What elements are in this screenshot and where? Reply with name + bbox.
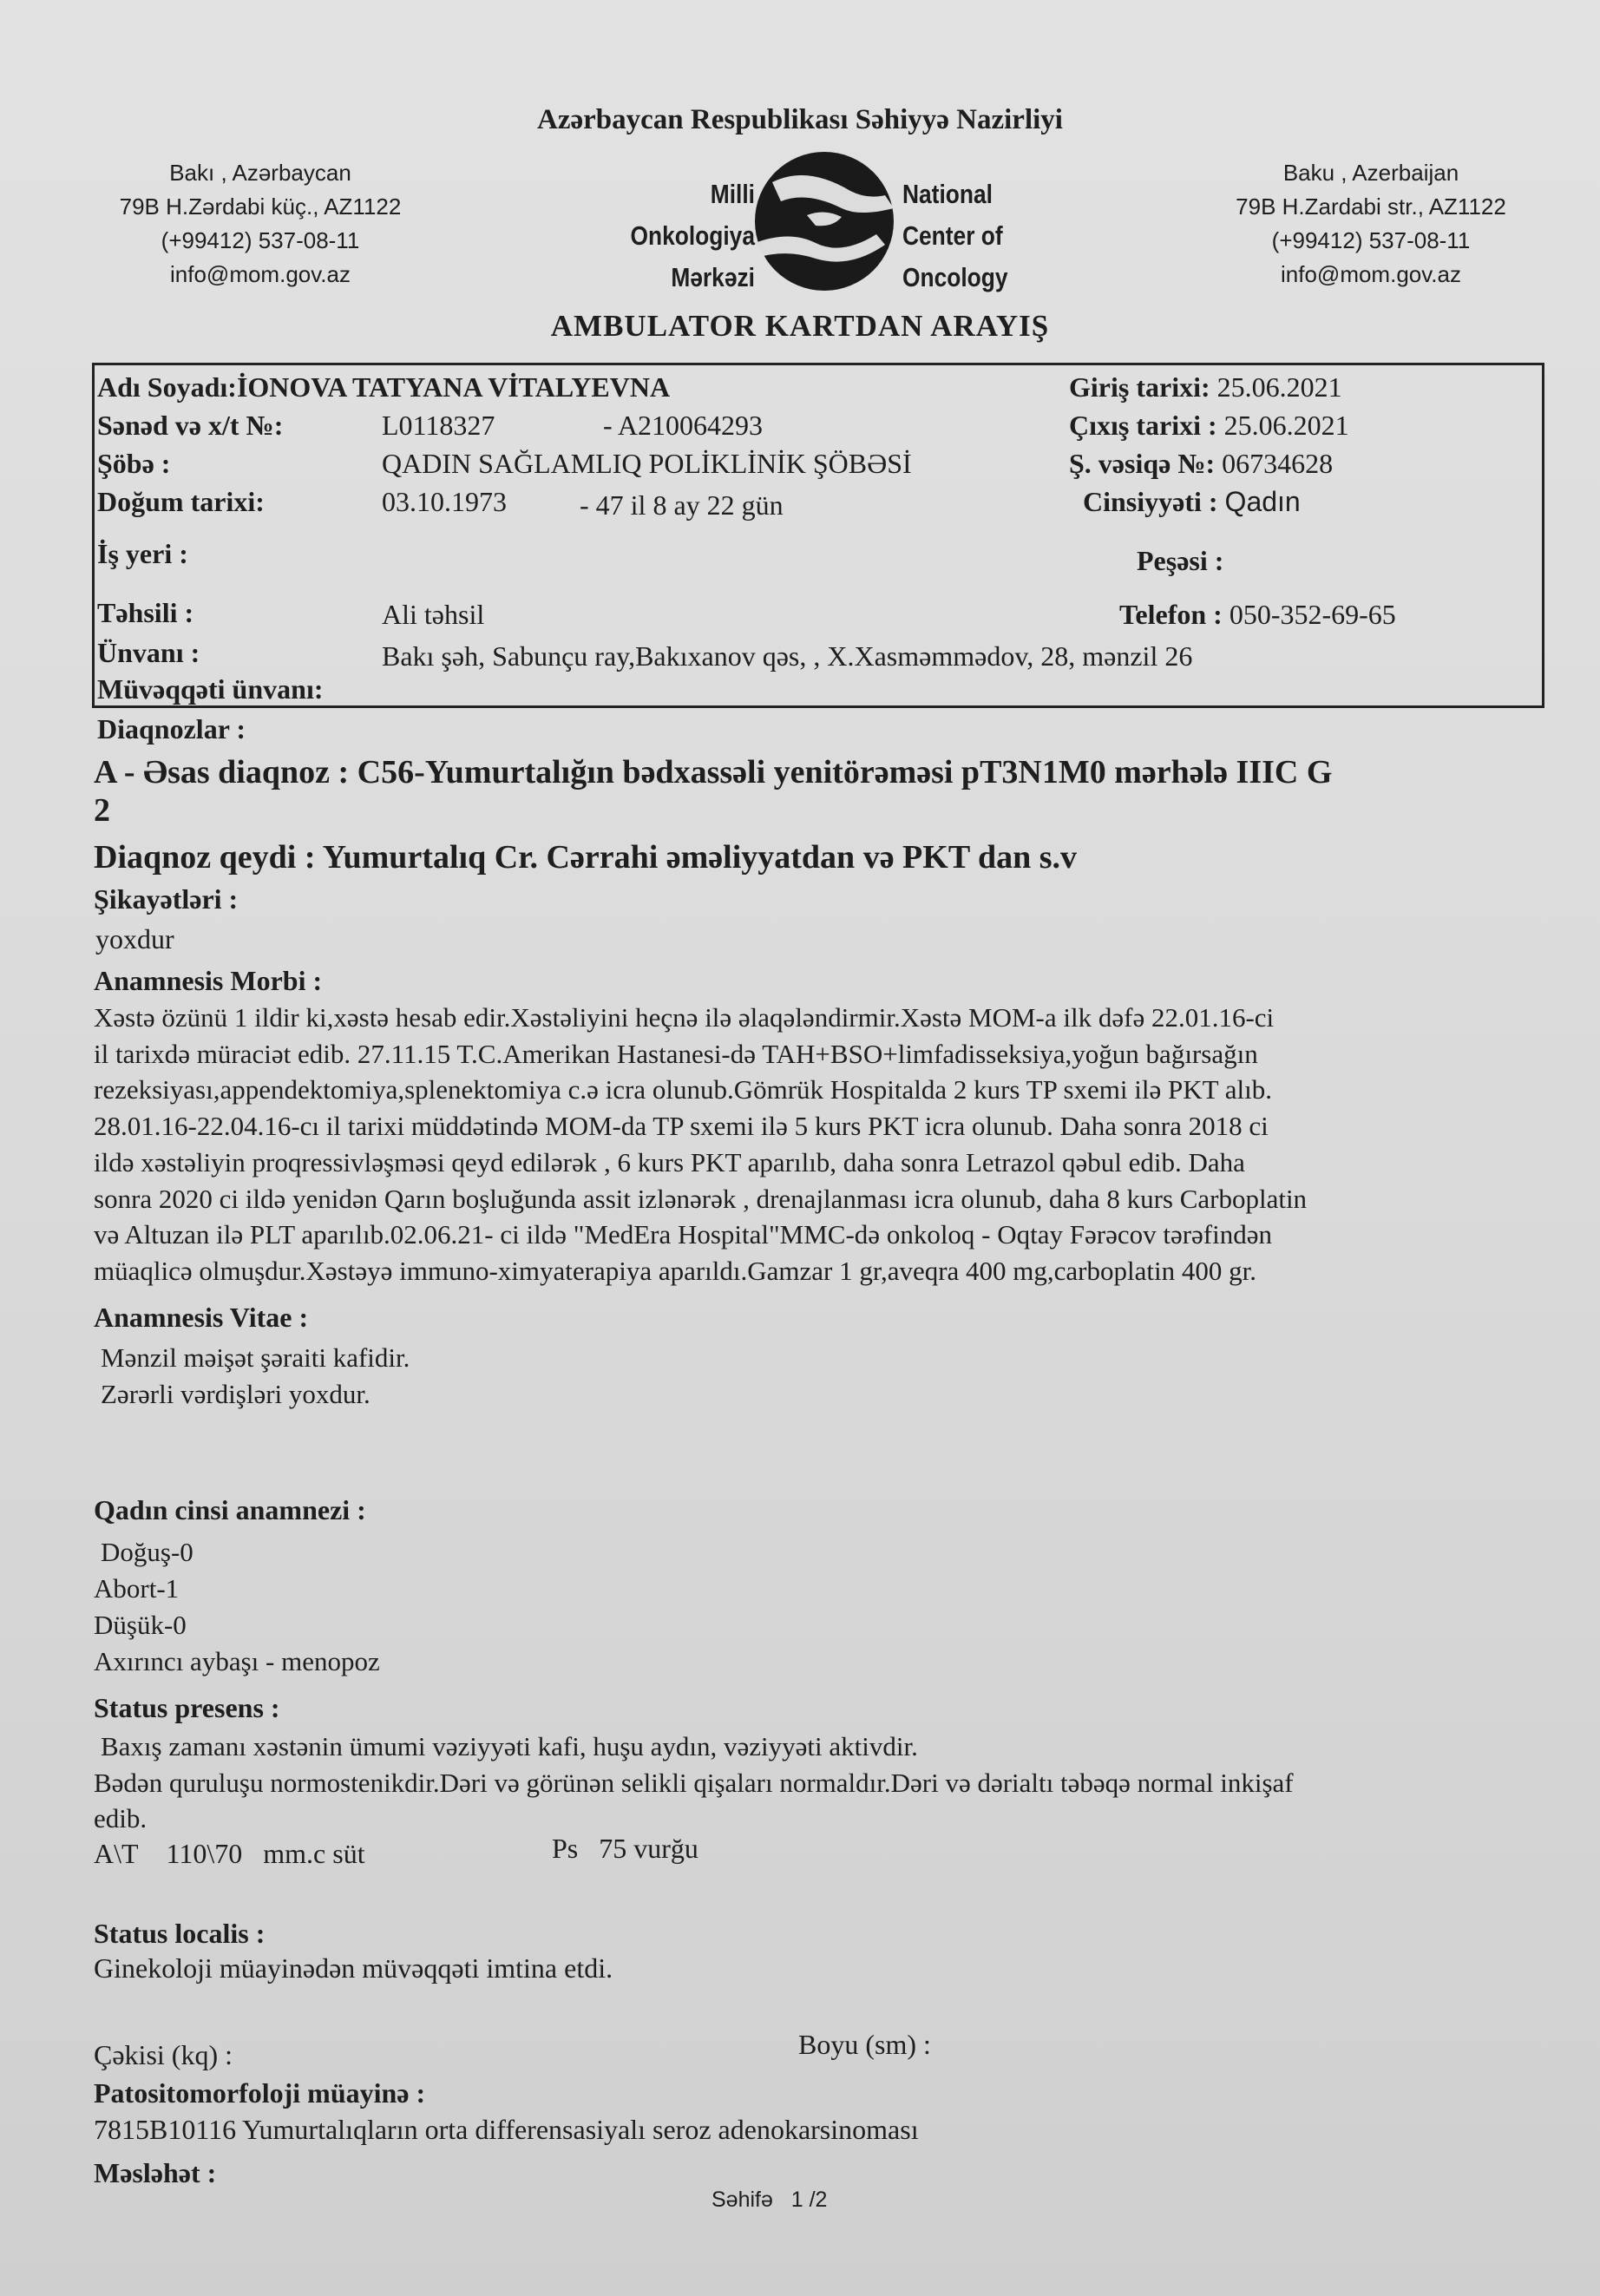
bp-label: A\T [94, 1838, 139, 1869]
text-line: il tarixdə müraciət edib. 27.11.15 T.C.Amerikan Hastanesi-də TAH+BSO+limfadisseksiya,yoğun bağırsağın [94, 1038, 1258, 1069]
gender: Qadın [1224, 486, 1301, 517]
address-left-line: (+99412) 537-08-11 [161, 227, 360, 253]
text-line: Xəstə özünü 1 ildir ki,xəstə hesab edir.Xəstəliyini heçnə ilə əlaqələndirmir.Xəstə MOM-a ilk dəfə 22.01.16-ci [94, 1002, 1275, 1033]
logo-text-az [622, 174, 755, 298]
advice-heading: Məsləhət : [94, 2157, 217, 2188]
exit-label: Çıxış tarixi : [1069, 410, 1217, 441]
anamnesis-morbi-text [94, 1000, 1551, 1289]
page-no: 1 /2 [790, 2188, 828, 2212]
doc-number-2: - A210064293 [603, 410, 763, 441]
doc-label: Sənəd və x/t №: [97, 410, 284, 441]
entry-date-row [1069, 371, 1342, 403]
address-left [87, 156, 434, 292]
address-left-line: info@mom.gov.az [170, 261, 351, 287]
status-localis-heading: Status localis : [94, 1918, 266, 1949]
text-line: ildə xəstəliyin proqressivləşməsi qeyd edilərək , 6 kurs PKT aparılıb, daha sonra Letrazol qəbul edib. Daha [94, 1146, 1245, 1178]
temp-address-label: Müvəqqəti ünvanı: [97, 673, 324, 705]
text-line: edib. [94, 1803, 148, 1834]
anamnesis-vitae-text [101, 1340, 1558, 1412]
birth-label: Doğum tarixi: [97, 486, 265, 517]
gender-row [1083, 486, 1301, 518]
text-line: müaqlicə olmuşdur.Xəstəyə immuno-ximyaterapiya aparıldı.Gamzar 1 gr,aveqra 400 mg,carboplatin 400 gr. [94, 1255, 1256, 1286]
phone-number: 050-352-69-65 [1229, 599, 1396, 630]
address-right [1197, 156, 1544, 292]
gyn-anamnesis-heading: Qadın cinsi anamnezi : [94, 1494, 366, 1525]
logo-line: Center of [902, 220, 1003, 251]
entry-label: Giriş tarixi: [1069, 371, 1210, 403]
complaints-heading: Şikayətləri : [94, 883, 239, 915]
text-line: sonra 2020 ci ildə yenidən Qarın boşluğunda assit izlənərək , drenajlanması icra olunub, daha 8 kurs Carboplatin [94, 1183, 1308, 1214]
status-presens-heading: Status presens : [94, 1692, 280, 1723]
work-label: İş yeri : [97, 538, 188, 569]
ps-label: Ps [552, 1833, 579, 1864]
job-label: Peşəsi : [1137, 545, 1224, 576]
logo-line: National [902, 179, 993, 209]
text-line: və Altuzan ilə PLT aparılıb.02.06.21- ci ildə "MedEra Hospital"MMC-də onkoloq - Oqtay Fərəcov tərəfindən [94, 1219, 1273, 1250]
doc-number: L0118327 [382, 410, 495, 441]
ps-value: 75 vurğu [599, 1833, 698, 1864]
exit-date-row [1069, 410, 1349, 442]
id-row [1069, 448, 1333, 480]
main-diagnosis-cont: 2 [94, 792, 110, 829]
main-diagnosis: A - Əsas diaqnoz : C56-Yumurtalığın bədxassəli yenitörəməsi pT3N1M0 mərhələ IIIC G [94, 754, 1333, 790]
ministry-title: Azərbaycan Respublikası Səhiyyə Nazirliyi [537, 104, 1063, 135]
status-presens-text [94, 1729, 1551, 1837]
gender-label: Cinsiyyəti : [1083, 486, 1218, 517]
blood-pressure-row [94, 1838, 365, 1870]
logo-text-en [902, 174, 1035, 298]
page-label: Səhifə [711, 2188, 773, 2212]
entry-date: 25.06.2021 [1216, 371, 1342, 403]
name-label: Adı Soyadı: [97, 371, 237, 403]
page-number [711, 2188, 827, 2213]
text-line: Zərərli vərdişləri yoxdur. [101, 1378, 370, 1409]
text-line: Doğuş-0 [101, 1537, 193, 1567]
logo-line: Mərkəzi [671, 262, 755, 292]
patient-address: Bakı şəh, Sabunçu ray,Bakıxanov qəs, , X.Xasməmmədov, 28, mənzil 26 [382, 640, 1193, 672]
id-number: 06734628 [1222, 448, 1334, 479]
gyn-anamnesis-list [94, 1534, 1551, 1680]
dept-label: Şöbə : [97, 448, 171, 479]
edu-label: Təhsili : [97, 597, 194, 628]
phone-label: Telefon : [1119, 599, 1223, 630]
address-right-line: info@mom.gov.az [1281, 261, 1461, 287]
status-localis-text: Ginekoloji müayinədən müvəqqəti imtina etdi. [94, 1952, 613, 1984]
text-line: Bədən quruluşu normostenikdir.Dəri və görünən selikli qişaları normaldır.Dəri və dərialtı təbəqə normal inkişaf [94, 1767, 1294, 1798]
anamnesis-vitae-heading: Anamnesis Vitae : [94, 1302, 309, 1333]
text-line: Mənzil məişət şəraiti kafidir. [101, 1342, 410, 1373]
address-left-line: Bakı , Azərbaycan [169, 160, 351, 186]
pathology-heading: Patositomorfoloji müayinə : [94, 2077, 426, 2109]
anamnesis-morbi-heading: Anamnesis Morbi : [94, 965, 323, 996]
bp-value: 110\70 [166, 1838, 243, 1869]
exit-date: 25.06.2021 [1223, 410, 1349, 441]
diagnoses-heading: Diaqnozlar : [97, 713, 246, 745]
address-left-line: 79B H.Zərdabi küç., AZ1122 [119, 194, 402, 220]
bp-unit: mm.c süt [263, 1838, 365, 1869]
weight-label: Çəkisi (kq) : [94, 2039, 233, 2070]
education: Ali təhsil [382, 599, 485, 630]
logo-line: Oncology [902, 262, 1008, 292]
text-line: Baxış zamanı xəstənin ümumi vəziyyəti kafi, huşu aydın, vəziyyəti aktivdir. [101, 1731, 918, 1761]
text-line: Abort-1 [94, 1573, 180, 1604]
pathology-text: 7815B10116 Yumurtalıqların orta differensasiyalı seroz adenokarsinoması [94, 2114, 919, 2145]
address-right-line: Baku , Azerbaijan [1282, 160, 1459, 186]
oncology-center-logo [599, 148, 1015, 304]
patient-name-row [97, 371, 670, 403]
id-label: Ş. vəsiqə №: [1069, 448, 1216, 479]
text-line: rezeksiyası,appendektomiya,splenektomiya c.ə icra olunub.Gömrük Hospitalda 2 kurs TP sxemi ilə PKT alıb. [94, 1074, 1272, 1105]
department: QADIN SAĞLAMLIQ POLİKLİNİK ŞÖBƏSİ [382, 448, 912, 479]
text-line: Düşük-0 [94, 1610, 187, 1640]
complaints-text: yoxdur [95, 923, 174, 954]
logo-line: Milli [710, 179, 755, 209]
diagnosis-note: Diaqnoz qeydi : Yumurtalıq Cr. Cərrahi əməliyyatdan və PKT dan s.v [94, 839, 1078, 876]
address-right-line: (+99412) 537-08-11 [1271, 227, 1471, 253]
height-label: Boyu (sm) : [798, 2029, 931, 2060]
address-right-line: 79B H.Zardabi str., AZ1122 [1236, 194, 1506, 220]
document-title: AMBULATOR KARTDAN ARAYIŞ [550, 309, 1050, 343]
text-line: Axırıncı aybaşı - menopoz [94, 1646, 380, 1676]
logo-line: Onkologiya [630, 220, 755, 251]
address-label: Ünvanı : [97, 637, 200, 668]
patient-name: İONOVA TATYANA VİTALYEVNA [236, 371, 671, 403]
birth-date: 03.10.1973 [382, 486, 507, 517]
patient-age: - 47 il 8 ay 22 gün [580, 489, 784, 521]
text-line: 28.01.16-22.04.16-cı il tarixi müddətində MOM-da TP sxemi ilə 5 kurs PKT icra olunub. Daha sonra 2018 ci [94, 1111, 1269, 1142]
phone-row [1119, 599, 1396, 631]
hands-logo-icon [755, 148, 894, 295]
pulse-row [552, 1833, 698, 1865]
